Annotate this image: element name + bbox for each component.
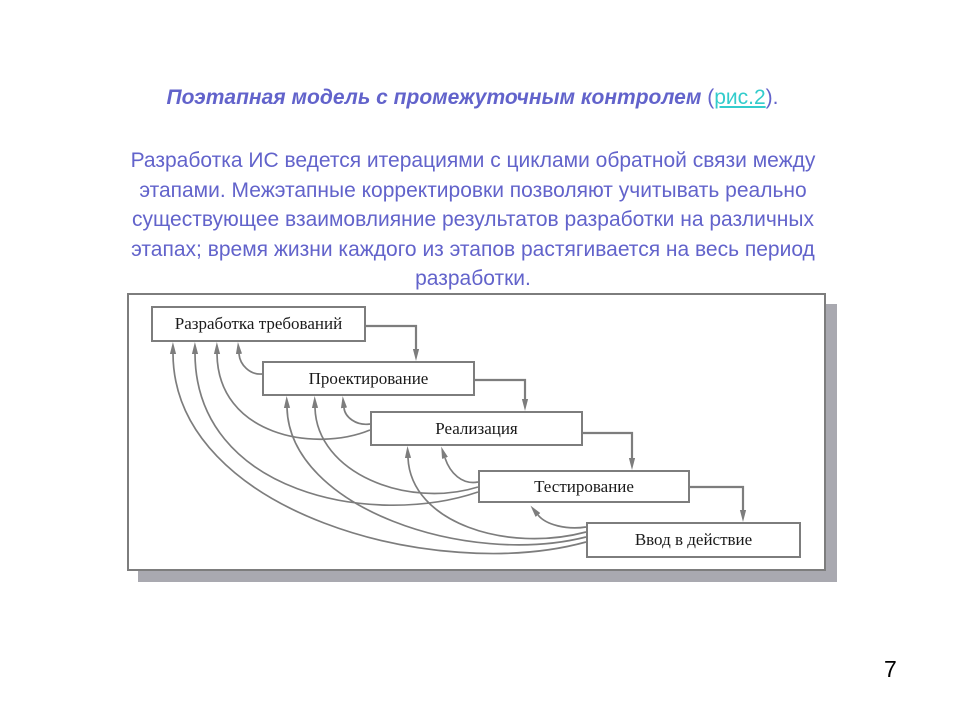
stage-label: Реализация [435,418,518,438]
stage-label: Разработка требований [174,314,343,333]
stage-box-deployment [586,522,801,558]
stage-box-design [262,361,475,396]
page-number: 7 [884,656,897,682]
arrow-forward-4-5 [690,487,743,510]
diagram-panel [127,293,826,571]
arrow-forward-3-4 [583,433,632,458]
body-line: этапах; время жизни каждого из этапов растягивается на весь период [131,237,815,261]
title-paren-open: ( [701,86,715,109]
figure-2-link[interactable]: рис.2 [714,86,766,109]
stage-label: Тестирование [534,476,634,496]
arrow-feedback-2-1 [239,354,262,374]
arrow-feedback-4-3 [445,458,478,482]
body-line: Разработка ИС ведется итерациями с циклами обратной связи между [130,149,816,172]
arrow-feedback-5-4 [538,515,586,528]
slide-title [0,84,945,112]
slide-title-text: Поэтапная модель с промежуточным контролем [166,86,702,109]
title-paren-close: ). [765,86,779,109]
stage-box-requirements [151,306,366,342]
slide-body-paragraph [8,146,938,294]
stage-box-implementation [370,411,583,446]
arrow-forward-2-3 [475,380,525,399]
stage-box-testing [478,470,690,503]
arrow-forward-1-2 [366,326,416,349]
stage-label: Ввод в действие [634,530,753,549]
stage-label: Проектирование [308,368,429,388]
body-line: этапами. Межэтапные корректировки позволяют учитывать реально [139,178,807,202]
arrow-feedback-3-2 [344,408,370,424]
body-line: разработки. [415,267,531,290]
body-line: существующее взаимовлияние результатов разработки на различных [132,208,814,231]
